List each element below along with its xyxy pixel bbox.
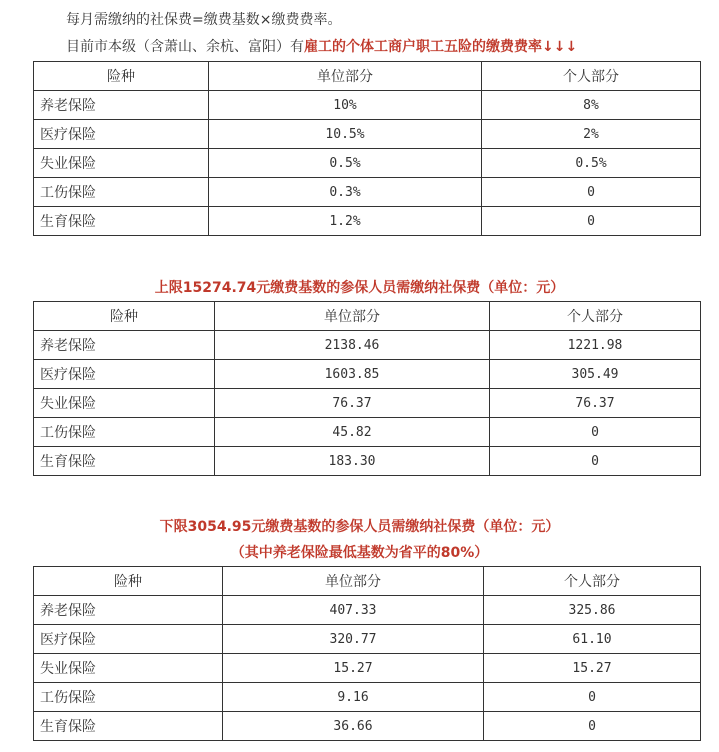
insurance-name: 医疗保险 xyxy=(34,120,209,149)
header-unit-part: 单位部分 xyxy=(209,62,482,91)
insurance-name: 医疗保险 xyxy=(34,360,215,389)
insurance-name: 生育保险 xyxy=(34,712,223,741)
table-row xyxy=(34,596,701,625)
table-header-row xyxy=(34,302,701,331)
insurance-name: 医疗保险 xyxy=(34,625,223,654)
unit-value: 1603.85 xyxy=(215,360,490,389)
table-row xyxy=(34,120,701,149)
unit-value: 1.2% xyxy=(209,207,482,236)
insurance-name: 生育保险 xyxy=(34,207,209,236)
header-insurance-type: 险种 xyxy=(34,62,209,91)
intro-formula: 每月需缴纳的社保费=缴费基数×缴费费率。 xyxy=(66,12,342,28)
lower-limit-table xyxy=(33,566,701,741)
table-row xyxy=(34,360,701,389)
header-personal-part: 个人部分 xyxy=(490,302,701,331)
personal-value: 0 xyxy=(490,447,701,476)
unit-value: 15.27 xyxy=(223,654,484,683)
table-row xyxy=(34,683,701,712)
upper-limit-caption: 上限15274.74元缴费基数的参保人员需缴纳社保费（单位：元） xyxy=(154,280,565,296)
personal-value: 0 xyxy=(484,712,701,741)
insurance-name: 养老保险 xyxy=(34,596,223,625)
header-unit-part: 单位部分 xyxy=(215,302,490,331)
header-personal-part: 个人部分 xyxy=(484,567,701,596)
insurance-name: 生育保险 xyxy=(34,447,215,476)
insurance-name: 失业保险 xyxy=(34,654,223,683)
personal-value: 0 xyxy=(484,683,701,712)
unit-value: 36.66 xyxy=(223,712,484,741)
header-unit-part: 单位部分 xyxy=(223,567,484,596)
unit-value: 320.77 xyxy=(223,625,484,654)
personal-value: 15.27 xyxy=(484,654,701,683)
personal-value: 0 xyxy=(482,178,701,207)
table-row xyxy=(34,712,701,741)
table-row xyxy=(34,91,701,120)
unit-value: 2138.46 xyxy=(215,331,490,360)
insurance-name: 工伤保险 xyxy=(34,178,209,207)
personal-value: 0 xyxy=(482,207,701,236)
unit-value: 0.3% xyxy=(209,178,482,207)
unit-value: 9.16 xyxy=(223,683,484,712)
lower-limit-caption: 下限3054.95元缴费基数的参保人员需缴纳社保费（单位：元） xyxy=(159,519,560,535)
table-row xyxy=(34,178,701,207)
unit-value: 76.37 xyxy=(215,389,490,418)
unit-value: 407.33 xyxy=(223,596,484,625)
personal-value: 0 xyxy=(490,418,701,447)
unit-value: 45.82 xyxy=(215,418,490,447)
header-personal-part: 个人部分 xyxy=(482,62,701,91)
insurance-name: 工伤保险 xyxy=(34,683,223,712)
personal-value: 1221.98 xyxy=(490,331,701,360)
table-row xyxy=(34,418,701,447)
unit-value: 10% xyxy=(209,91,482,120)
table-row xyxy=(34,625,701,654)
table-row xyxy=(34,654,701,683)
unit-value: 183.30 xyxy=(215,447,490,476)
table-row xyxy=(34,389,701,418)
table-row xyxy=(34,207,701,236)
lower-limit-subcaption: （其中养老保险最低基数为省平的80%） xyxy=(230,545,489,561)
intro-scope-prefix: 目前市本级（含萧山、余杭、富阳）有 xyxy=(66,39,304,55)
table-header-row xyxy=(34,567,701,596)
rates-table xyxy=(33,61,701,236)
header-insurance-type: 险种 xyxy=(34,567,223,596)
table-row xyxy=(34,447,701,476)
personal-value: 325.86 xyxy=(484,596,701,625)
intro-scope-highlight: 雇工的个体工商户职工五险的缴费费率↓↓↓ xyxy=(304,39,578,55)
insurance-name: 失业保险 xyxy=(34,389,215,418)
unit-value: 0.5% xyxy=(209,149,482,178)
upper-limit-table xyxy=(33,301,701,476)
personal-value: 76.37 xyxy=(490,389,701,418)
table-header-row xyxy=(34,62,701,91)
personal-value: 8% xyxy=(482,91,701,120)
header-insurance-type: 险种 xyxy=(34,302,215,331)
intro-scope xyxy=(66,37,577,57)
table-row xyxy=(34,331,701,360)
personal-value: 2% xyxy=(482,120,701,149)
personal-value: 0.5% xyxy=(482,149,701,178)
insurance-name: 失业保险 xyxy=(34,149,209,178)
table-row xyxy=(34,149,701,178)
insurance-name: 工伤保险 xyxy=(34,418,215,447)
insurance-name: 养老保险 xyxy=(34,331,215,360)
personal-value: 61.10 xyxy=(484,625,701,654)
insurance-name: 养老保险 xyxy=(34,91,209,120)
personal-value: 305.49 xyxy=(490,360,701,389)
unit-value: 10.5% xyxy=(209,120,482,149)
